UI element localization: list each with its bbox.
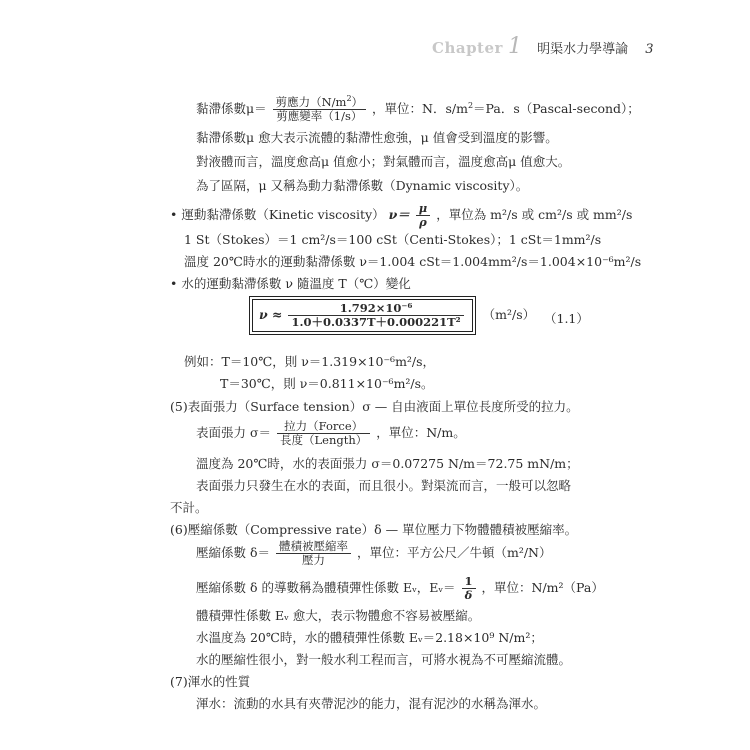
compressive-line5: 水的壓縮性很小，對一般水利工程而言，可將水視為不可壓縮流體。 [196, 652, 572, 667]
compressive-line3: 體積彈性係數 Eᵥ 愈大，表示物體愈不容易被壓縮。 [196, 608, 481, 623]
viscosity-line2: 黏滯係數μ 愈大表示流體的黏滯性愈強，μ 值會受到溫度的影響。 [196, 130, 558, 145]
book-title: 明渠水力學導論 [537, 42, 629, 57]
kinematic-formula: • 運動黏滯係數（Kinetic viscosity） ν＝ $\frac{\mu}{\rho}$ ，單位為 m²/s 或 cm²/s 或 mm²/s [170, 201, 633, 229]
kinematic-line2: 1 St（Stokes）＝1 cm²/s＝100 cSt（Centi-Stokes）；1 cSt＝1mm²/s [184, 232, 602, 247]
viscosity-lhs: 黏滯係數μ＝ [196, 101, 267, 116]
compressive-heading: (6)壓縮係數（Compressive rate）δ — 單位壓力下物體體積被壓縮率。 [170, 522, 578, 537]
equation-1-1 [252, 299, 535, 332]
bullet: • [170, 207, 178, 222]
surface-tension-line4b: 不計。 [170, 500, 208, 515]
viscosity-unit: ，單位：N．$s/m^2=Pa$．s（Pascal-second）； [372, 100, 640, 116]
surface-tension-line4a: 表面張力只發生在水的表面，而且很小。對渠流而言，一般可以忽略 [196, 478, 572, 493]
equation-unit: （m²/s） [482, 307, 536, 322]
page-number: 3 [645, 42, 654, 57]
surface-tension-formula: 表面張力 σ＝ $\frac{\text{拉力（Force）}}{\text{長度（Length）}}$ ，單位：N/m。 [196, 419, 466, 447]
equation-label: （1.1） [544, 311, 589, 326]
surface-tension-line3: 溫度為 20℃時，水的表面張力 σ＝0.07275 N/m＝72.75 mN/m； [196, 456, 579, 471]
viscosity-fraction: $\frac{剪應力(N/m^2)}{\text{剪應變率（1/s）}}$ [273, 96, 366, 123]
example-line2: T＝30℃，則 ν＝0.811×10⁻⁶m²/s。 [220, 376, 434, 391]
kinematic-line4: • 水的運動黏滯係數 ν 隨溫度 T（℃）變化 [170, 276, 411, 291]
equation-box: ν ≈ $\frac{\text{1.792×10⁻⁶}}{\text{1.0＋0.0337T＋0.000221T²}}$ [252, 299, 473, 332]
example-line1: 例如：T＝10℃，則 ν＝1.319×10⁻⁶m²/s， [184, 354, 436, 369]
muddy-heading: (7)渾水的性質 [170, 674, 251, 689]
bullet: • [170, 276, 178, 291]
chapter-word: Chapter [432, 39, 503, 57]
kinematic-fraction: $\frac{\mu}{\rho}$ [416, 202, 430, 229]
compressive-line4: 水溫度為 20℃時，水的體積彈性係數 Eᵥ＝2.18×10⁹ N/m²； [196, 630, 543, 645]
kinematic-label: 運動黏滯係數（Kinetic viscosity） [181, 207, 385, 222]
muddy-line1: 渾水：流動的水具有夾帶泥沙的能力，混有泥沙的水稱為渾水。 [196, 696, 547, 711]
viscosity-line3: 對液體而言，溫度愈高μ 值愈小；對氣體而言，溫度愈高μ 值愈大。 [196, 154, 571, 169]
compressive-formula: 壓縮係數 δ＝ $\frac{\text{體積被壓縮率}}{\text{壓力}}$ ，單位：平方公尺／牛頓（m²/N） [196, 539, 552, 567]
surface-tension-heading: (5)表面張力（Surface tension）σ — 自由液面上單位長度所受的拉力。 [170, 399, 579, 414]
chapter-number: 1 [508, 34, 523, 59]
viscosity-formula [196, 96, 640, 123]
kinematic-line3: 溫度 20℃時水的運動黏滯係數 ν＝1.004 cSt＝1.004mm²/s＝1.004×10⁻⁶m²/s [184, 254, 642, 269]
running-header [432, 34, 654, 59]
viscosity-line4: 為了區隔，μ 又稱為動力黏滯係數（Dynamic viscosity）。 [196, 178, 529, 193]
kinematic-unit: ，單位為 m²/s 或 cm²/s 或 mm²/s [436, 207, 633, 222]
compressive-line2: 壓縮係數 δ 的導數稱為體積彈性係數 Eᵥ，Eᵥ＝ $\frac{1}{\delta}$ ，單位：N/m²（Pa） [196, 574, 604, 602]
